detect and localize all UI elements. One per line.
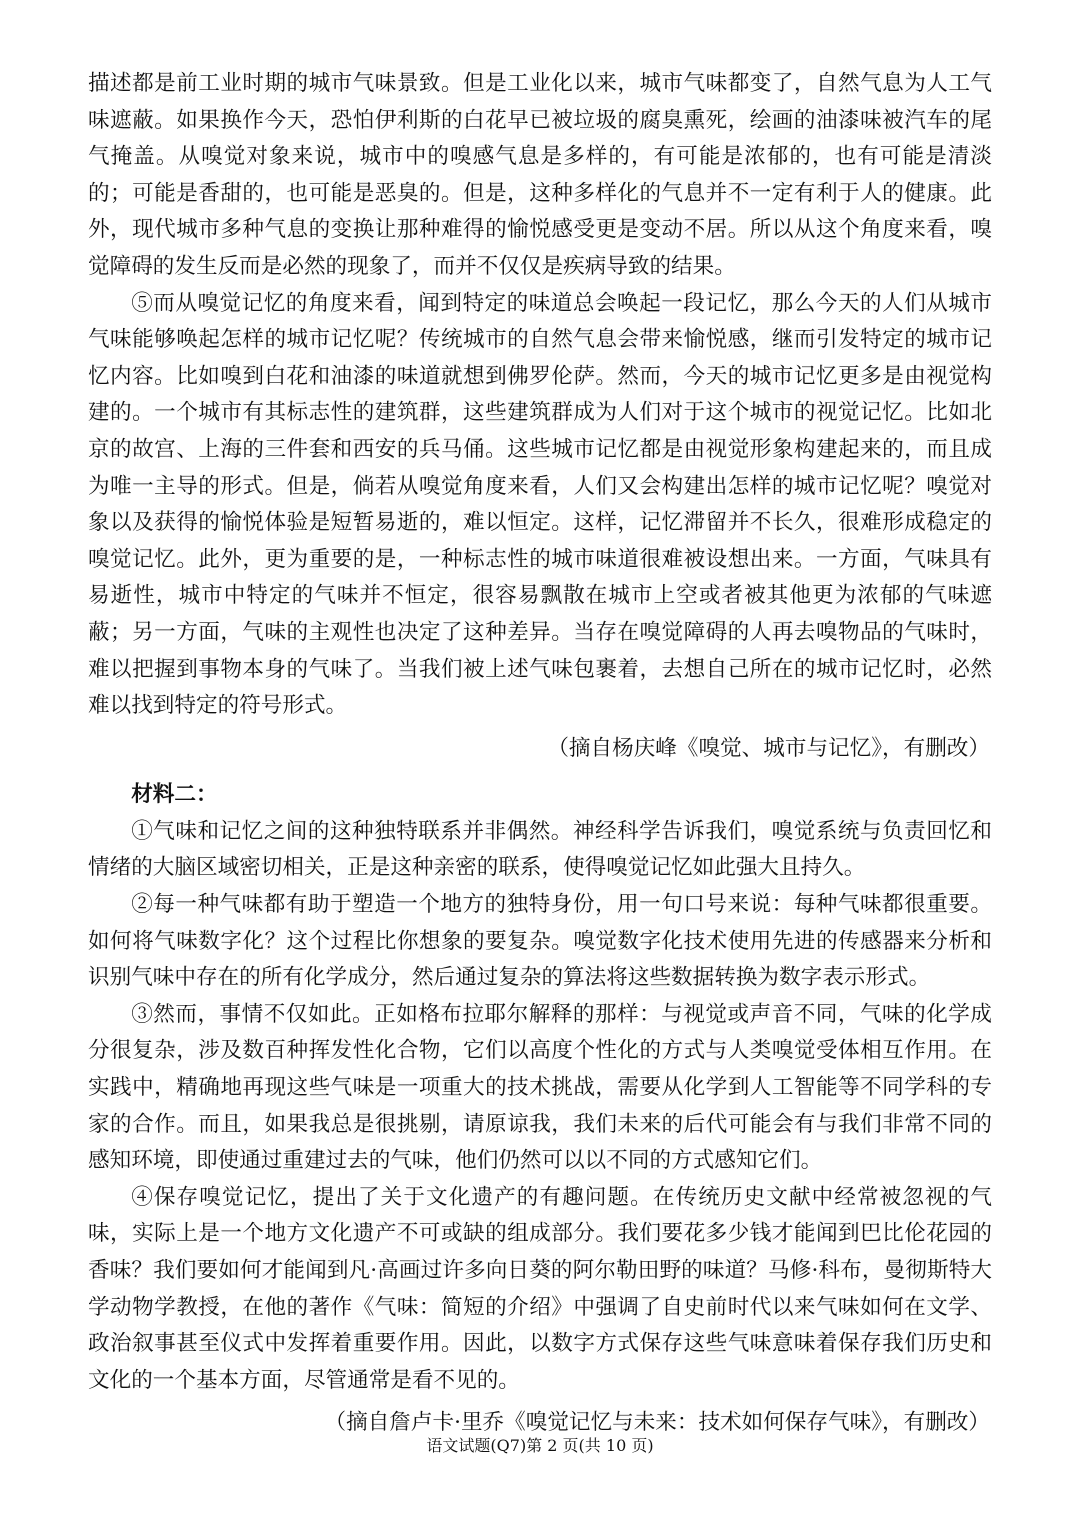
paragraph-5: ⑤而从嗅觉记忆的角度来看，闻到特定的味道总会唤起一段记忆，那么今天的人们从城市气味能够唤起怎样的城市记忆呢？传统城市的自然气息会带来愉悦感，继而引发特定的城市记忆内容。比如嗅到白花和油漆的味道就想到佛罗伦萨。然而，今天的城市记忆更多是由视觉构建的。一个城市有其标志性的建筑群，这些建筑群成为人们对于这个城市的视觉记忆。比如北京的故宫、上海的三件套和西安的兵马俑。这些城市记忆都是由视觉形象构建起来的，而且成为唯一主导的形式。但是，倘若从嗅觉角度来看，人们又会构建出怎样的城市记忆呢？嗅觉对象以及获得的愉悦体验是短暂易逝的，难以恒定。这样，记忆滞留并不长久，很难形成稳定的嗅觉记忆。此外，更为重要的是，一种标志性的城市味道很难被设想出来。一方面，气味具有易逝性，城市中特定的气味并不恒定，很容易飘散在城市上空或者被其他更为浓郁的气味遮蔽；另一方面，气味的主观性也决定了这种差异。当存在嗅觉障碍的人再去嗅物品的气味时，难以把握到事物本身的气味了。当我们被上述气味包裹着，去想自己所在的城市记忆时，必然难以找到特定的符号形式。 [88,290,992,719]
source-citation-1: （摘自杨庆峰《嗅觉、城市与记忆》，有删改） [547,735,990,761]
m2-paragraph-2: ②每一种气味都有助于塑造一个地方的独特身份，用一句口号来说：每种气味都很重要。如何将气味数字化？这个过程比你想象的要复杂。嗅觉数字化技术使用先进的传感器来分析和识别气味中存在的所有化学成分，然后通过复杂的算法将这些数据转换为数字表示形式。 [88,892,992,991]
paragraph-continued: 描述都是前工业时期的城市气味景致。但是工业化以来，城市气味都变了，自然气息为人工气味遮蔽。如果换作今天，恐怕伊利斯的白花早已被垃圾的腐臭熏死，绘画的油漆味被汽车的尾气掩盖。从嗅觉对象来说，城市中的嗅感气息是多样的，有可能是浓郁的，也有可能是清淡的；可能是香甜的，也可能是恶臭的。但是，这种多样化的气息并不一定有利于人的健康。此外，现代城市多种气息的变换让那种难得的愉悦感受更是变动不居。所以从这个角度来看，嗅觉障碍的发生反而是必然的现象了，而并不仅仅是疾病导致的结果。 [88,71,992,279]
exam-page-body [88,66,992,1452]
source-citation-2: （摘自詹卢卡·里乔《嗅觉记忆与未来：技术如何保存气味》，有删改） [324,1410,990,1436]
m2-paragraph-3: ③然而，事情不仅如此。正如格布拉耶尔解释的那样：与视觉或声音不同，气味的化学成分很复杂，涉及数百种挥发性化合物，它们以高度个性化的方式与人类嗅觉受体相互作用。在实践中，精确地再现这些气味是一项重大的技术挑战，需要从化学到人工智能等不同学科的专家的合作。而且，如果我总是很挑剔，请原谅我，我们未来的后代可能会有与我们非常不同的感知环境，即使通过重建过去的气味，他们仍然可以以不同的方式感知它们。 [88,1001,992,1174]
material-2-heading: 材料二： [131,782,218,808]
page-footer: 语文试题(Q7)第 2 页(共 10 页) [426,1436,654,1455]
m2-paragraph-1: ①气味和记忆之间的这种独特联系并非偶然。神经科学告诉我们，嗅觉系统与负责回忆和情绪的大脑区域密切相关，正是这种亲密的联系，使得嗅觉记忆如此强大且持久。 [88,818,992,881]
m2-paragraph-4: ④保存嗅觉记忆，提出了关于文化遗产的有趣问题。在传统历史文献中经常被忽视的气味，实际上是一个地方文化遗产不可或缺的组成部分。我们要花多少钱才能闻到巴比伦花园的香味？我们要如何才能闻到凡·高画过许多向日葵的阿尔勒田野的味道？马修·科布，曼彻斯特大学动物学教授，在他的著作《气味：简短的介绍》中强调了自史前时代以来气味如何在文学、政治叙事甚至仪式中发挥着重要作用。因此，以数字方式保存这些气味意味着保存我们历史和文化的一个基本方面，尽管通常是看不见的。 [88,1184,992,1393]
